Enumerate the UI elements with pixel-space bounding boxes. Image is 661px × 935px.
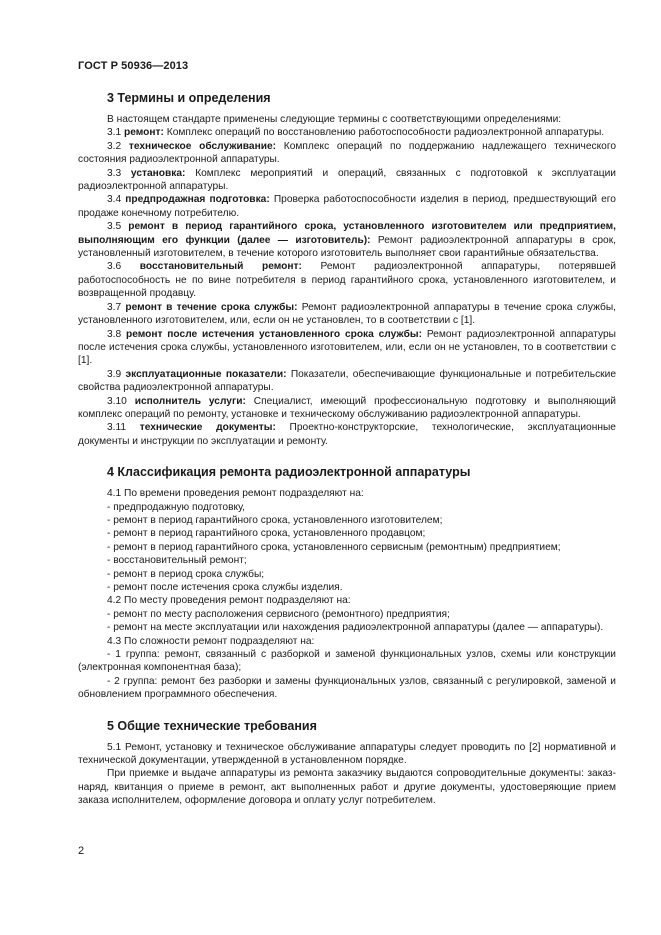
term-number: 3.11 — [107, 422, 127, 434]
classification-line: - предпродажную подготовку, — [107, 501, 245, 513]
term-name: предпродажная подготовка: — [125, 194, 270, 206]
term-text: Ремонт радиоэлектронной аппаратуры после истечения срока службы, установленного изготовителем, или, если он не установлен, то в соответствии с [1]. — [78, 328, 616, 367]
classification-line: - ремонт в период гарантийного срока, установленного сервисным (ремонтным) предприятием; — [107, 541, 561, 553]
section-3-title: 3 Термины и определения — [107, 91, 271, 105]
term-name: эксплуатационные показатели: — [125, 368, 287, 380]
term-number: 3.9 — [107, 368, 122, 380]
term-name: ремонт в течение срока службы: — [125, 301, 298, 313]
section-5-title: 5 Общие технические требования — [107, 718, 317, 733]
term-name: техническое обслуживание: — [128, 140, 277, 152]
term-definition — [78, 167, 616, 194]
term-number: 3.4 — [107, 194, 122, 206]
classification-line: - восстановительный ремонт; — [107, 555, 247, 567]
standard-code: ГОСТ Р 50936—2013 — [78, 60, 189, 72]
term-text: Ремонт радиоэлектронной аппаратуры в течение срока службы, установленного изготовителем, или, если он не установлен, то в соответствии с [1]. — [78, 301, 616, 327]
classification-line: - ремонт в период срока службы; — [107, 568, 265, 580]
term-definition — [78, 260, 616, 300]
terms-list — [78, 126, 616, 448]
requirement-paragraph: При приемке и выдаче аппаратуры из ремонта заказчику выдаются сопроводительные документы: заказ-наряд, квитанция о приеме в ремонт, акт выполненных работ и другие документы, удостоверяющие прием заказа исполнителем, оформление договора и оплату услуг потребителем. — [78, 768, 616, 807]
term-text: Специалист, имеющий профессиональную подготовку и выполняющий комплекс операций по ремонту, установке и техническому обслуживанию радиоэлектронной аппаратуры. — [78, 395, 616, 420]
term-text: Комплекс операций по восстановлению работоспособности радиоэлектронной аппаратуры. — [166, 127, 605, 139]
term-name: восстановительный ремонт: — [139, 261, 302, 273]
section-5-body — [78, 741, 616, 808]
section-4-title: 4 Классификация ремонта радиоэлектронной аппаратуры — [107, 465, 471, 480]
term-name: ремонт: — [124, 127, 164, 139]
term-text: Комплекс операций по поддержанию надлежащего технического состояния радиоэлектронной аппаратуры. — [78, 140, 616, 166]
term-number: 3.10 — [107, 395, 127, 407]
classification-line: - ремонт в период гарантийного срока, установленного изготовителем; — [107, 514, 443, 526]
term-name: ремонт после истечения установленного срока службы: — [125, 328, 423, 340]
section-4-body — [78, 487, 616, 702]
term-definition — [78, 193, 616, 220]
term-definition — [78, 126, 616, 139]
section-3-intro: В настоящем стандарте применены следующие термины с соответствующими определениями: — [107, 114, 562, 125]
term-text: Проверка работоспособности изделия в период, предшествующий его продаже конечному потребителю. — [78, 194, 616, 219]
term-number: 3.2 — [107, 140, 122, 152]
term-number: 3.5 — [107, 221, 122, 233]
classification-line: - ремонт в период гарантийного срока, установленного продавцом; — [107, 528, 426, 540]
classification-line: - ремонт после истечения срока службы изделия. — [107, 582, 343, 593]
term-definition — [78, 395, 616, 422]
classification-line: - 2 группа: ремонт без разборки и замены функциональных узлов, связанный с регулировкой, заменой и обновлением программного обеспечения. — [78, 675, 616, 701]
term-number: 3.8 — [107, 328, 122, 340]
term-definition — [78, 421, 616, 448]
classification-line: 4.2 По месту проведения ремонт подразделяют на: — [107, 595, 351, 607]
page-content — [78, 90, 616, 808]
classification-line: - 1 группа: ремонт, связанный с разборкой и заменой функциональных узлов, схемы или конструкции (электронная компонентная база); — [78, 649, 616, 674]
term-number: 3.6 — [107, 261, 122, 273]
term-definition — [78, 328, 616, 368]
classification-line: 4.1 По времени проведения ремонт подразделяют на: — [107, 488, 364, 500]
term-text: Комплекс мероприятий и операций, связанных с подготовкой к эксплуатации радиоэлектронной аппаратуры. — [78, 167, 616, 193]
classification-line: - ремонт по месту расположения сервисного (ремонтного) предприятия; — [107, 608, 450, 620]
page-number: 2 — [78, 845, 85, 857]
term-text: Показатели, обеспечивающие функциональные и потребительские свойства радиоэлектронной аппаратуры. — [78, 368, 616, 394]
term-definition — [78, 301, 616, 328]
term-text: Проектно-конструкторские, технологические, эксплуатационные документы и инструкции по эксплуатации и ремонту. — [78, 422, 616, 447]
classification-line: 4.3 По сложности ремонт подразделяют на: — [107, 635, 315, 647]
term-name: установка: — [130, 167, 186, 179]
term-name: ремонт в период гарантийного срока, установленного изготовителем или предприятием, выполняющим его функции (далее — изготовитель): — [78, 221, 616, 246]
term-definition — [78, 220, 616, 260]
classification-line: - ремонт на месте эксплуатации или нахождения радиоэлектронной аппаратуры (далее — аппаратуры). — [107, 622, 604, 634]
term-number: 3.7 — [107, 301, 122, 313]
term-text: Ремонт радиоэлектронной аппаратуры, потерявшей работоспособность не по вине потребителя в период гарантийного срока, установленного изготовителем, и возвращенной продавцу. — [78, 261, 616, 300]
requirement-paragraph: 5.1 Ремонт, установку и техническое обслуживание аппаратуры следует проводить по [2] нормативной и технической документации, утвержденной в установленном порядке. — [78, 741, 616, 767]
term-definition — [78, 140, 616, 167]
term-definition — [78, 368, 616, 395]
term-number: 3.3 — [107, 167, 122, 179]
term-name: технические документы: — [139, 422, 276, 434]
term-name: исполнитель услуги: — [134, 395, 246, 407]
term-number: 3.1 — [107, 127, 122, 139]
term-text: Ремонт радиоэлектронной аппаратуры в срок, установленный изготовителем, в течение которого изготовитель выполняет свои гарантийные обязательства. — [78, 234, 616, 260]
